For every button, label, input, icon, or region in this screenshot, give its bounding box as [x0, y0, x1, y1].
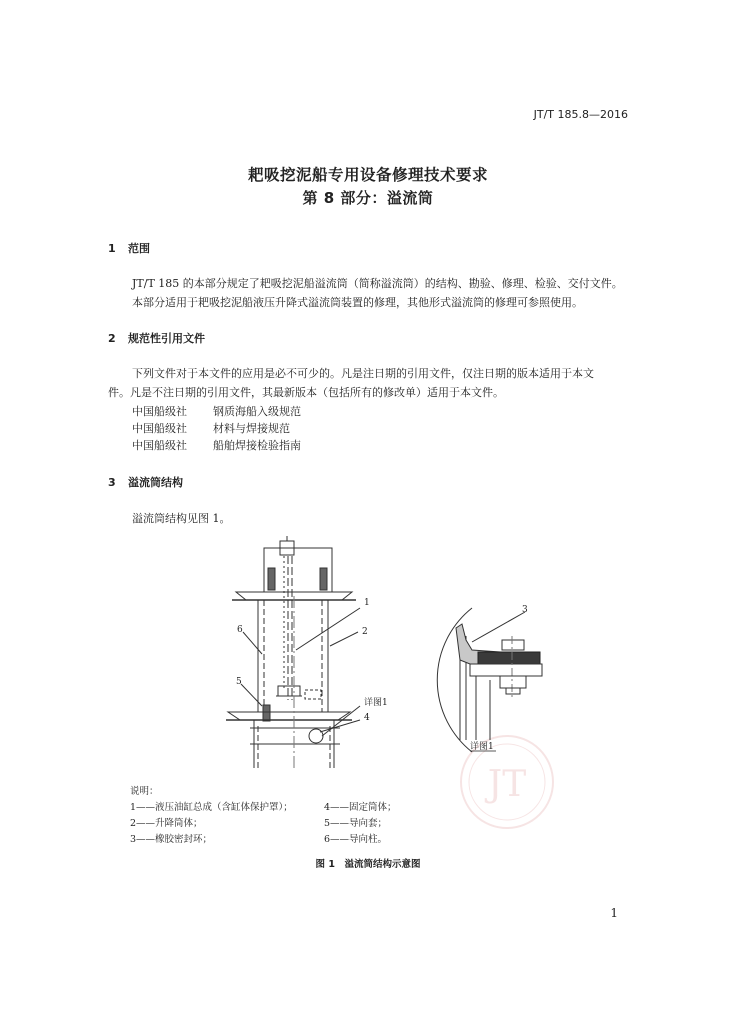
normative-intro-line-1: 下列文件对于本文件的应用是必不可少的。凡是注日期的引用文件，仅注日期的版本适用于本文	[132, 367, 594, 380]
section-number: 2	[108, 332, 116, 345]
reference-title: 材料与焊接规范	[213, 422, 290, 435]
standard-code: JT/T 185.8—2016	[533, 108, 628, 121]
page-number: 1	[610, 906, 618, 920]
scope-paragraph-2: 本部分适用于耙吸挖泥船液压升降式溢流筒装置的修理，其他形式溢流筒的修理可参照使用。	[132, 296, 583, 309]
document-subtitle: 第 8 部分：溢流筒	[302, 189, 434, 207]
reference-org: 中国船级社	[132, 422, 187, 435]
callout-1: 1	[364, 598, 370, 608]
legend-item: 6——导向柱。	[324, 834, 388, 845]
reference-org: 中国船级社	[132, 405, 187, 418]
watermark-text: JT	[487, 764, 527, 805]
figure-caption: 图 1 溢流筒结构示意图	[315, 859, 421, 870]
legend-item: 1——液压油缸总成（含缸体保护罩）；	[130, 802, 293, 813]
legend-item: 4——固定筒体；	[324, 802, 397, 813]
detail-view	[437, 608, 542, 752]
structure-paragraph: 溢流筒结构见图 1。	[132, 512, 231, 525]
callout-6: 6	[237, 625, 243, 635]
detail-title: 详图1	[470, 742, 494, 752]
section-title: 范围	[128, 242, 150, 255]
section-heading-scope	[108, 240, 150, 256]
scope-paragraph-1: JT/T 185 的本部分规定了耙吸挖泥船溢流筒（简称溢流筒）的结构、勘验、修理、检验、交付文件。	[132, 277, 623, 290]
callout-4: 4	[364, 713, 370, 723]
legend-item: 3——橡胶密封环；	[130, 834, 213, 845]
section-title: 规范性引用文件	[128, 332, 205, 345]
main-view	[226, 536, 360, 770]
callout-3: 3	[522, 605, 528, 615]
reference-org: 中国船级社	[132, 439, 187, 452]
callout-5: 5	[236, 677, 242, 687]
section-heading-structure	[108, 474, 183, 490]
reference-title: 钢质海船入级规范	[213, 405, 301, 418]
section-title: 溢流筒结构	[128, 476, 183, 489]
reference-title: 船舶焊接检验指南	[213, 439, 301, 452]
detail-label: 详图1	[364, 698, 388, 708]
section-number: 3	[108, 476, 116, 489]
legend-item: 5——导向套；	[324, 818, 388, 829]
section-heading-normative	[108, 330, 205, 346]
normative-intro-line-2: 件。凡是不注日期的引用文件，其最新版本（包括所有的修改单）适用于本文件。	[108, 386, 504, 399]
document-title: 耙吸挖泥船专用设备修理技术要求	[247, 166, 488, 184]
section-number: 1	[108, 242, 116, 255]
legend-title: 说明：	[130, 786, 159, 797]
legend-item: 2——升降筒体；	[130, 818, 203, 829]
callout-2: 2	[362, 627, 368, 637]
